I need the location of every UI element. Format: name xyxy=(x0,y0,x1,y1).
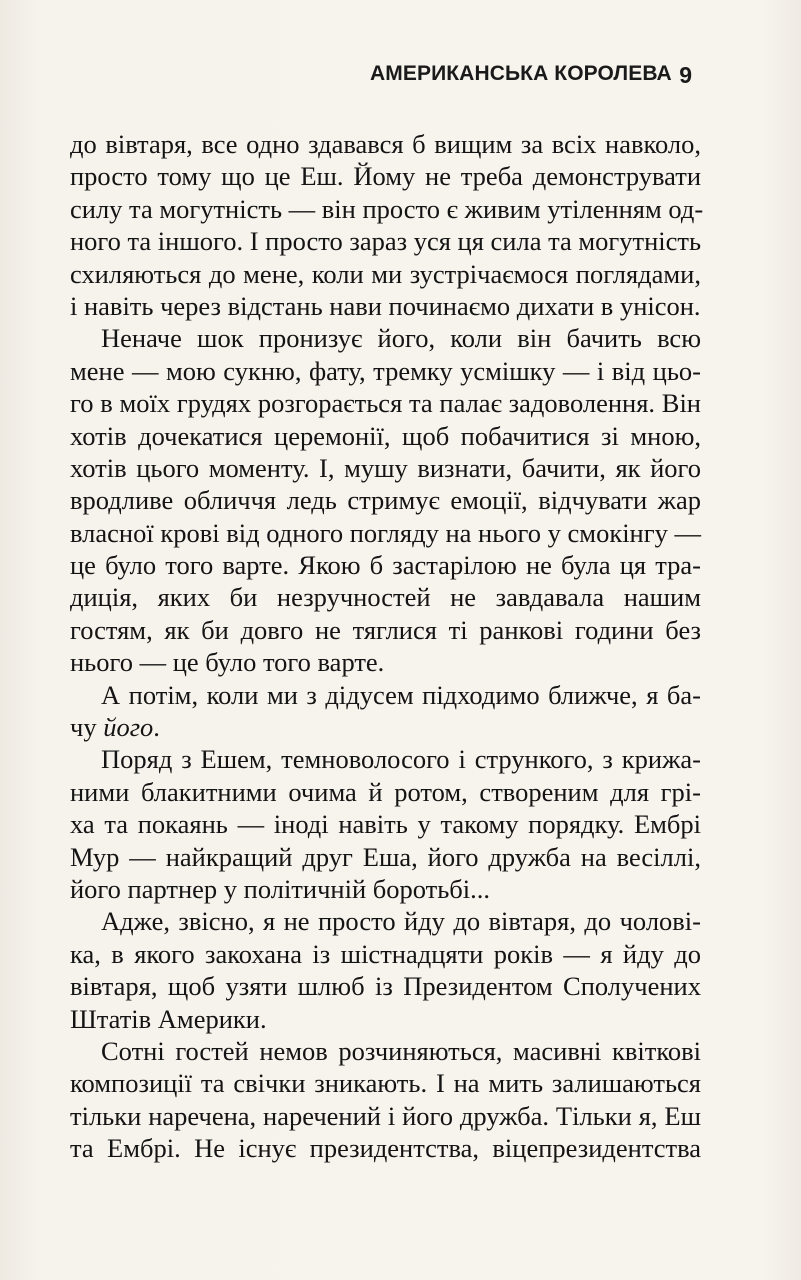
text-line: тільки наречена, наречений і його дружба. Тільки я, Еш xyxy=(70,1100,701,1131)
text-line: ними блакитними очима й ротом, створеним для грі- xyxy=(70,776,701,807)
text-line: силу та могутність — він просто є живим утіленням од- xyxy=(70,193,704,224)
text-line: хотів дочекатися церемонії, щоб побачитися зі мною, xyxy=(70,420,701,451)
paragraph xyxy=(70,679,701,744)
text-line xyxy=(70,711,701,743)
text-line: А потім, коли ми з дідусем підходимо ближче, я ба- xyxy=(101,679,701,710)
book-title: АМЕРИКАНСЬКА КОРОЛЕВА xyxy=(370,62,672,85)
paragraph xyxy=(70,905,701,1035)
text-line: власної крові від одного погляду на нього у смокінгу — xyxy=(70,517,701,548)
text-line: Неначе шок пронизує його, коли він бачить всю xyxy=(101,323,701,354)
text-line: Штатів Америки. xyxy=(70,1003,267,1034)
emphasized-word: його xyxy=(103,712,154,743)
text-line: Адже, звісно, я не просто йду до вівтаря, до чолові- xyxy=(101,906,701,937)
text-line: ка, в якого закохана із шістнадцяти років — я йду до xyxy=(70,938,701,969)
paragraph xyxy=(70,1035,701,1165)
text-line: до вівтаря, все одно здавався б вищим за всіх навколо, xyxy=(70,129,701,159)
text-line: Сотні гостей немов розчиняються, масивні квіткові xyxy=(101,1035,701,1066)
text-line: вродливе обличчя ледь стримує емоції, відчувати жар xyxy=(70,485,701,516)
text-line: вівтаря, щоб узяти шлюб із Президентом Сполучених xyxy=(70,971,701,1002)
paragraph xyxy=(70,128,704,322)
text-line: ха та покаянь — іноді навіть у такому порядку. Ембрі xyxy=(70,809,701,840)
text-line: і навіть через відстань нави починаємо дихати в унісон. xyxy=(70,290,701,321)
text-line: ного та іншого. І просто зараз уся ця сила та могутність xyxy=(70,226,702,257)
page-number: 9 xyxy=(679,62,692,88)
text-line: це було того варте. Якою б застарілою не була ця тра- xyxy=(70,550,701,581)
body-text xyxy=(70,128,704,1165)
text-line: Поряд з Ешем, темноволосого і стрункого, з крижа- xyxy=(101,744,701,775)
text-line: та Ембрі. Не існує президентства, віцепрезидентства xyxy=(70,1133,701,1164)
text-line: мене — мою сукню, фату, тремку усмішку — і від цьо- xyxy=(70,355,701,386)
text-line: його партнер у політичній боротьбі... xyxy=(70,873,491,904)
text-line: го в моїх грудях розгорається та палає задоволення. Він xyxy=(70,388,701,419)
text-line: Мур — найкращий друг Еша, його дружба на весіллі, xyxy=(70,841,701,872)
text-line: хотів цього моменту. І, мушу визнати, бачити, як його xyxy=(70,452,701,483)
paragraph xyxy=(70,322,701,678)
text-line: нього — це було того варте. xyxy=(70,647,385,678)
paragraph xyxy=(70,743,701,905)
text-fragment: . xyxy=(153,712,160,743)
text-line: диція, яких би незручностей не завдавала нашим xyxy=(70,582,701,613)
text-line: просто тому що це Еш. Йому не треба демонструвати xyxy=(70,161,701,192)
text-line: схиляються до мене, коли ми зустрічаємося поглядами, xyxy=(70,258,701,289)
text-line: гостям, як би довго не тяглися ті ранкові години без xyxy=(70,614,701,645)
running-header xyxy=(360,62,700,94)
text-fragment: чу xyxy=(70,712,97,743)
text-line: композиції та свічки зникають. І на мить залишаються xyxy=(70,1068,701,1099)
